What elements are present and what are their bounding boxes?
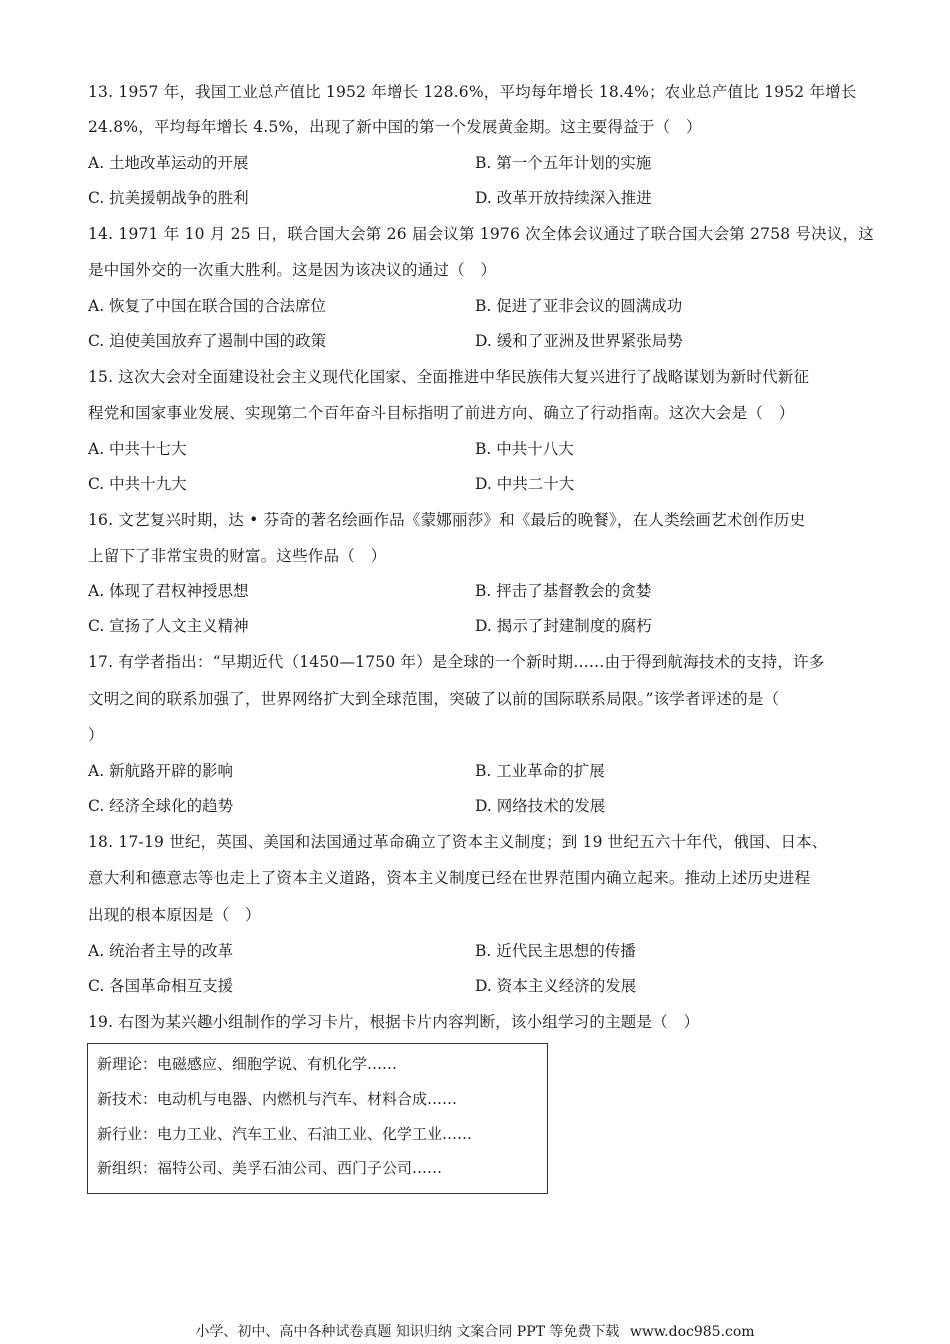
- card-line-organization: 新组织：福特公司、美孚石油公司、西门子公司……: [97, 1159, 443, 1177]
- q18-stem-line-1: 18. 17-19 世纪，英国、美国和法国通过革命确立了资本主义制度；到 19 世纪五六十年代，俄国、日本、: [88, 833, 828, 851]
- q15-option-c: C. 中共十九大: [88, 475, 187, 493]
- q14-option-a: A. 恢复了中国在联合国的合法席位: [88, 297, 327, 315]
- q17-stem-line-2: 文明之间的联系加强了，世界网络扩大到全球范围，突破了以前的国际联系局限。”该学者评述的是（: [88, 690, 780, 708]
- footer-text: 小学、初中、高中各种试卷真题 知识归纳 文案合同 PPT 等免费下载: [195, 1324, 620, 1340]
- q16-stem-line-2: 上留下了非常宝贵的财富。这些作品（ ）: [88, 547, 387, 565]
- q17-stem-line-3: ）: [88, 726, 104, 744]
- q17-stem-line-1: 17. 有学者指出：“早期近代（1450—1750 年）是全球的一个新时期……由于得到航海技术的支持，许多: [88, 653, 825, 671]
- q14-stem-line-2: 是中国外交的一次重大胜利。这是因为该决议的通过（ ）: [88, 261, 497, 279]
- q18-option-d: D. 资本主义经济的发展: [475, 977, 637, 995]
- card-line-industry: 新行业：电力工业、汽车工业、石油工业、化学工业……: [97, 1125, 473, 1143]
- q13-option-d: D. 改革开放持续深入推进: [475, 189, 652, 207]
- q16-option-b: B. 抨击了基督教会的贪婪: [475, 582, 652, 600]
- q14-option-d: D. 缓和了亚洲及世界紧张局势: [475, 332, 683, 350]
- q17-option-a: A. 新航路开辟的影响: [88, 762, 234, 780]
- card-line-technology: 新技术：电动机与电器、内燃机与汽车、材料合成……: [97, 1090, 458, 1108]
- q14-option-c: C. 迫使美国放弃了遏制中国的政策: [88, 332, 327, 350]
- q13-option-a: A. 土地改革运动的开展: [88, 154, 249, 172]
- q18-stem-line-3: 出现的根本原因是（ ）: [88, 906, 261, 924]
- q15-stem-line-2: 程党和国家事业发展、实现第二个百年奋斗目标指明了前进方向、确立了行动指南。这次大会是（ ）: [88, 404, 795, 422]
- q13-option-c: C. 抗美援朝战争的胜利: [88, 189, 249, 207]
- q17-option-b: B. 工业革命的扩展: [475, 762, 605, 780]
- q17-option-d: D. 网络技术的发展: [475, 797, 606, 815]
- q16-option-d: D. 揭示了封建制度的腐朽: [475, 617, 652, 635]
- q16-option-a: A. 体现了君权神授思想: [88, 582, 249, 600]
- q15-option-d: D. 中共二十大: [475, 475, 575, 493]
- q18-option-c: C. 各国革命相互支援: [88, 977, 234, 995]
- q17-option-c: C. 经济全球化的趋势: [88, 797, 234, 815]
- q13-option-b: B. 第一个五年计划的实施: [475, 154, 652, 172]
- q18-option-a: A. 统治者主导的改革: [88, 942, 234, 960]
- q15-option-a: A. 中共十七大: [88, 440, 187, 458]
- q18-stem-line-2: 意大利和德意志等也走上了资本主义道路，资本主义制度已经在世界范围内确立起来。推动上述历史进程: [88, 869, 811, 887]
- q14-option-b: B. 促进了亚非会议的圆满成功: [475, 297, 683, 315]
- q15-stem-line-1: 15. 这次大会对全面建设社会主义现代化国家、全面推进中华民族伟大复兴进行了战略谋划为新时代新征: [88, 368, 810, 386]
- q16-stem-line-1: 16. 文艺复兴时期，达 • 芬奇的著名绘画作品《蒙娜丽莎》和《最后的晚餐》，在人类绘画艺术创作历史: [88, 511, 806, 529]
- q19-stem-line-1: 19. 右图为某兴趣小组制作的学习卡片，根据卡片内容判断，该小组学习的主题是（ ）: [88, 1013, 700, 1031]
- q16-option-c: C. 宣扬了人文主义精神: [88, 617, 249, 635]
- q14-stem-line-1: 14. 1971 年 10 月 25 日，联合国大会第 26 届会议第 1976 次全体会议通过了联合国大会第 2758 号决议，这: [88, 225, 874, 243]
- study-card: [87, 1043, 548, 1194]
- card-line-theory: 新理论：电磁感应、细胞学说、有机化学……: [97, 1055, 398, 1073]
- q18-option-b: B. 近代民主思想的传播: [475, 942, 636, 960]
- q15-option-b: B. 中共十八大: [475, 440, 574, 458]
- q13-stem-line-1: 13. 1957 年，我国工业总产值比 1952 年增长 128.6%，平均每年增长 18.4%；农业总产值比 1952 年增长: [88, 83, 857, 101]
- footer-site-link[interactable]: www.doc985.com: [629, 1324, 755, 1340]
- page-footer: [0, 1322, 950, 1342]
- q13-stem-line-2: 24.8%，平均每年增长 4.5%，出现了新中国的第一个发展黄金期。这主要得益于（ ）: [88, 118, 702, 136]
